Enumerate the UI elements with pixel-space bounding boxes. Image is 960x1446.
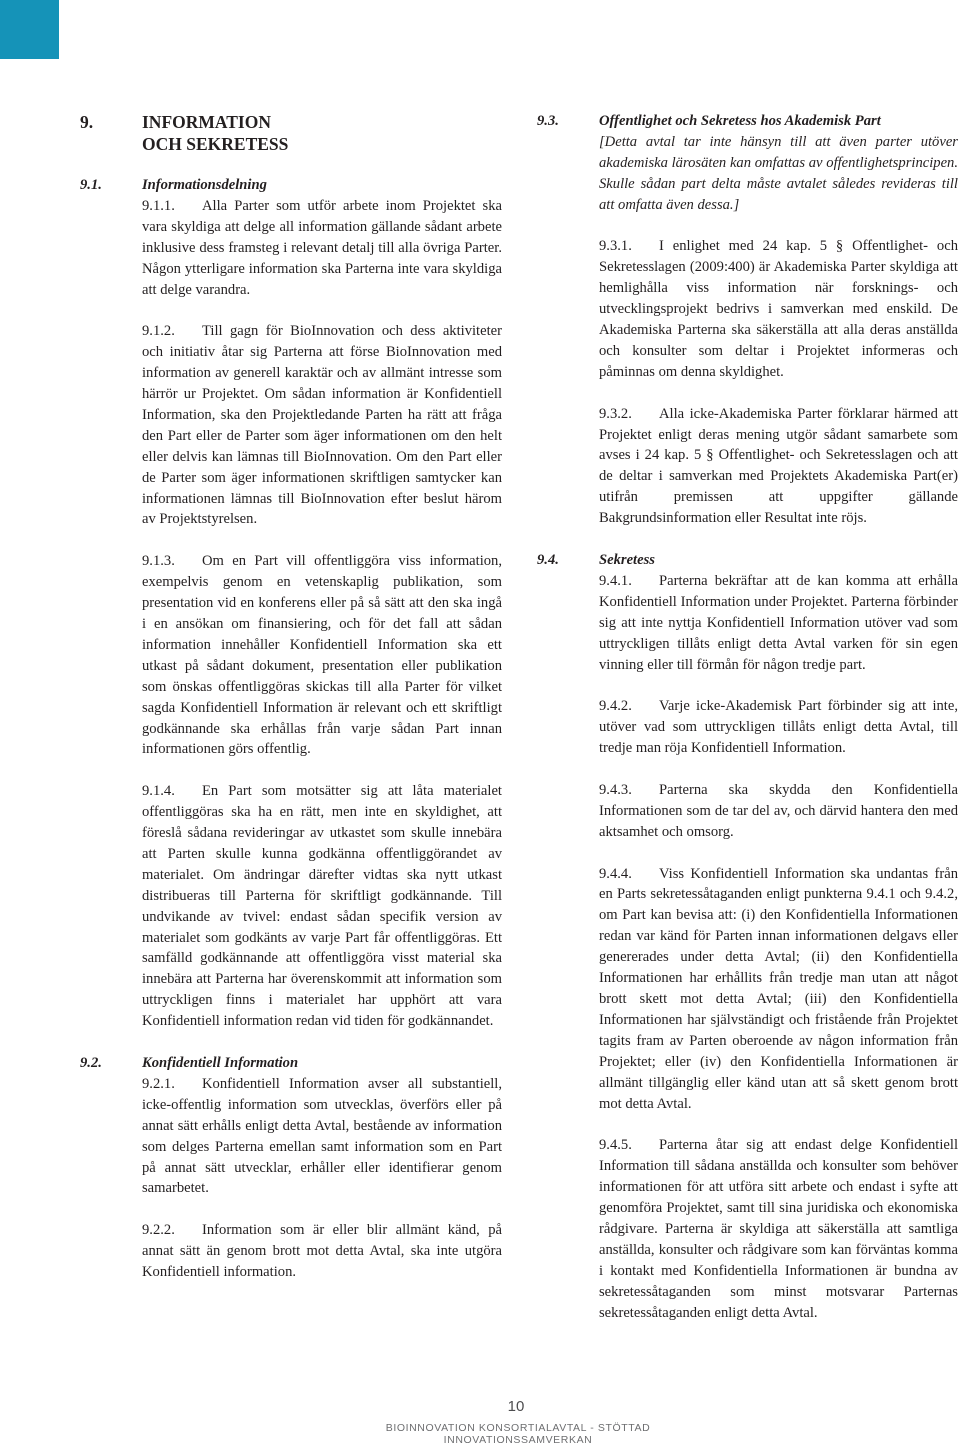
section-heading [80, 111, 502, 155]
clause-9-1-1: 9.1.1. Alla Parter som utför arbete inom Projektet ska vara skyldiga att delge all information gällande sådant arbete inklusive dess framsteg i relevant detalj till alla övriga Parter. Någon ytterligare information ska Parterna inte vara skyldiga att delge varandra. [142, 197, 502, 298]
right-column [537, 107, 958, 1344]
section-title: INFORMATION OCH SEKRETESS [142, 112, 289, 154]
footer-text: BIOINNOVATION KONSORTIALAVTAL - STÖTTAD INNOVATIONSSAMVERKAN [385, 1422, 651, 1446]
clause-9-4-4: 9.4.4. Viss Konfidentiell Information ska undantas från en Parts sekretessåtaganden enligt punkterna 9.4.1 och 9.4.2, om Part kan bevisa att: (i) den Konfidentiella Informationen redan var känd för Parten innan informationen delgavs eller genererades under detta Avtal; (ii) den Konfidentiella Informationen har erhållits från tredje man utan att något brott skett mot detta Avtal; (iii) den Konfidentiella Informationen har självständigt och fristående från Projektet tagits fram av Parten oberoende av någon information från Projektet; eller (iv) den Konfidentiella Informationen är allmänt tillgänglig eller känd utan att så skett genom brott mot detta Avtal. [599, 865, 958, 1112]
clause-9-4-3: 9.4.3. Parterna ska skydda den Konfidentiella Informationen som de tar del av, och därvid hantera den med aktsamhet och omsorg. [599, 781, 958, 840]
clause-9-4-1: 9.4.1. Parterna bekräftar att de kan komma att erhålla Konfidentiell Information under Projektet. Parterna förbinder sig att inte nyttja Konfidentiell Information utöver vad som uttryckligen tillåts enligt detta Avtal varken för sin egen vinning eller till förmån för någon tredje part. [599, 572, 958, 673]
clause-9-2-1: 9.2.1. Konfidentiell Information avser all substantiell, icke-offentlig information som utvecklas, överförs eller på annat sätt erhålls enligt detta Avtal, bestående av information som delges Parterna emellan samt information som en Part på annat sätt utvecklar, erhåller eller identifierar genom samarbetet. [142, 1075, 502, 1197]
page-number: 10 [507, 1398, 525, 1415]
clause-9-1-2: 9.1.2. Till gagn för BioInnovation och dess aktiviteter och initiativ åtar sig Parterna att förse BioInnovation med information av generell karaktär och av allmänt intresse som härrör ur Projektet. Om sådan information är Konfidentiell Information, ska den Projektledande Parten ha rätt att fråga den Part eller de Parter som äger informationen om den helt eller delvis kan lämnas till BioInnovation. Om den Part eller de Parter som äger informationen skriftligen samtycker kan informationen lämnas till BioInnovation efter beslut härom av Projektstyrelsen. [142, 323, 502, 528]
section-number: 9. [80, 112, 94, 132]
clause-9-3-1: 9.3.1. I enlighet med 24 kap. 5 § Offentlighet- och Sekretesslagen (2009:400) är Akademiska Parter skyldiga att hemlighålla viss information när forsknings- och utvecklingsprojekt bedrivs i samverkan med enskild. De Akademiska Parterna ska säkerställa att alla deras anställda och konsulter som deltar i Projektet informeras och påminnas om denna skyldighet. [599, 238, 958, 380]
clause-9-1-4: 9.1.4. En Part som motsätter sig att låta materialet offentliggöras ska ha en rätt, men inte en skyldighet, att föreslå sådana revideringar av utkastet som skulle innebära att Parten skulle kunna godkänna offentliggörandet av materialet. Om ändringar därefter vidtas ska nytt utkast distribueras till Parterna för skriftligt godkännande. Till undvikande av tvivel: endast sådan specifik version av materialet som godkänts av varje Part får offentliggöras. Ett samfälld godkännande att offentliggöra visst material ska innebära att Parterna har överenskommit att information som uttryckligen finns i materialet har upphört att vara Konfidentiell information redan vid tiden för godkännandet. [142, 783, 502, 1030]
clause-9-4-5: 9.4.5. Parterna åtar sig att endast delge Konfidentiell Information till sådana anställda och konsulter som behöver informationen för att utföra sitt arbete och endast i syfte att genomföra Projektet, samt till sina juridiska och ekonomiska rådgivare. Parterna är skyldiga att säkerställa att samtliga anställda, konsulter och rådgivare som kan förväntas komma i kontakt med Konfidentiella Informationen är bundna av sekretessåtaganden som minst motsvarar Parternas sekretessåtaganden enligt detta Avtal. [599, 1137, 958, 1321]
left-column [80, 107, 502, 1304]
clause-9-2-2: 9.2.2. Information som är eller blir allmänt känd, på annat sätt än genom brott mot detta Avtal, ska inte utgöra Konfidentiell information. [142, 1222, 502, 1281]
editorial-note: [Detta avtal tar inte hänsyn till att även parter utöver akademiska lärosäten kan omfattas av offentlighetsprincipen. Skulle sådan part delta måste avtalet således revideras till att omfatta även dessa.] [599, 133, 958, 213]
clause-9-3-2: 9.3.2. Alla icke-Akademiska Parter förklarar härmed att Projektet enligt deras mening utgör sådant samarbete som avses i 24 kap. 5 § Offentlighet- och Sekretesslagen och att de deltar i samverkan med Projektets Akademiska Part(er) utifrån premissen att uppgifter gällande Bakgrundsinformation eller Resultat inte röjs. [599, 405, 958, 527]
subsection-heading-9-1: 9.1. Informationsdelning [80, 177, 267, 193]
corner-accent-block [0, 0, 59, 59]
subsection-heading-9-2: 9.2. Konfidentiell Information [80, 1055, 299, 1071]
clause-9-4-2: 9.4.2. Varje icke-Akademisk Part förbinder sig att inte, utöver vad som uttryckligen tillåts enligt detta Avtal, till tredje man röja Konfidentiell Information. [599, 698, 958, 757]
subsection-heading-9-4: 9.4. Sekretess [537, 551, 655, 568]
clause-9-1-3: 9.1.3. Om en Part vill offentliggöra viss information, exempelvis genom en vetenskaplig publikation, som presentation vid en konferens eller på så sätt att den ska ingå i en ansökan om finansiering, och för det fall att sådan information innehåller Konfidentiell Information ska ett utkast på sådant dokument, presentation eller publikation som önskas offentliggöras skickas till alla Parter för vilket sagda Konfidentiell Information är relevant och ett skriftligt godkännande ska erhållas från varje sådan Part innan informationen görs offentlig. [142, 553, 502, 758]
subsection-heading-9-3: 9.3. Offentlighet och Sekretess hos Akademisk Part [537, 113, 881, 129]
